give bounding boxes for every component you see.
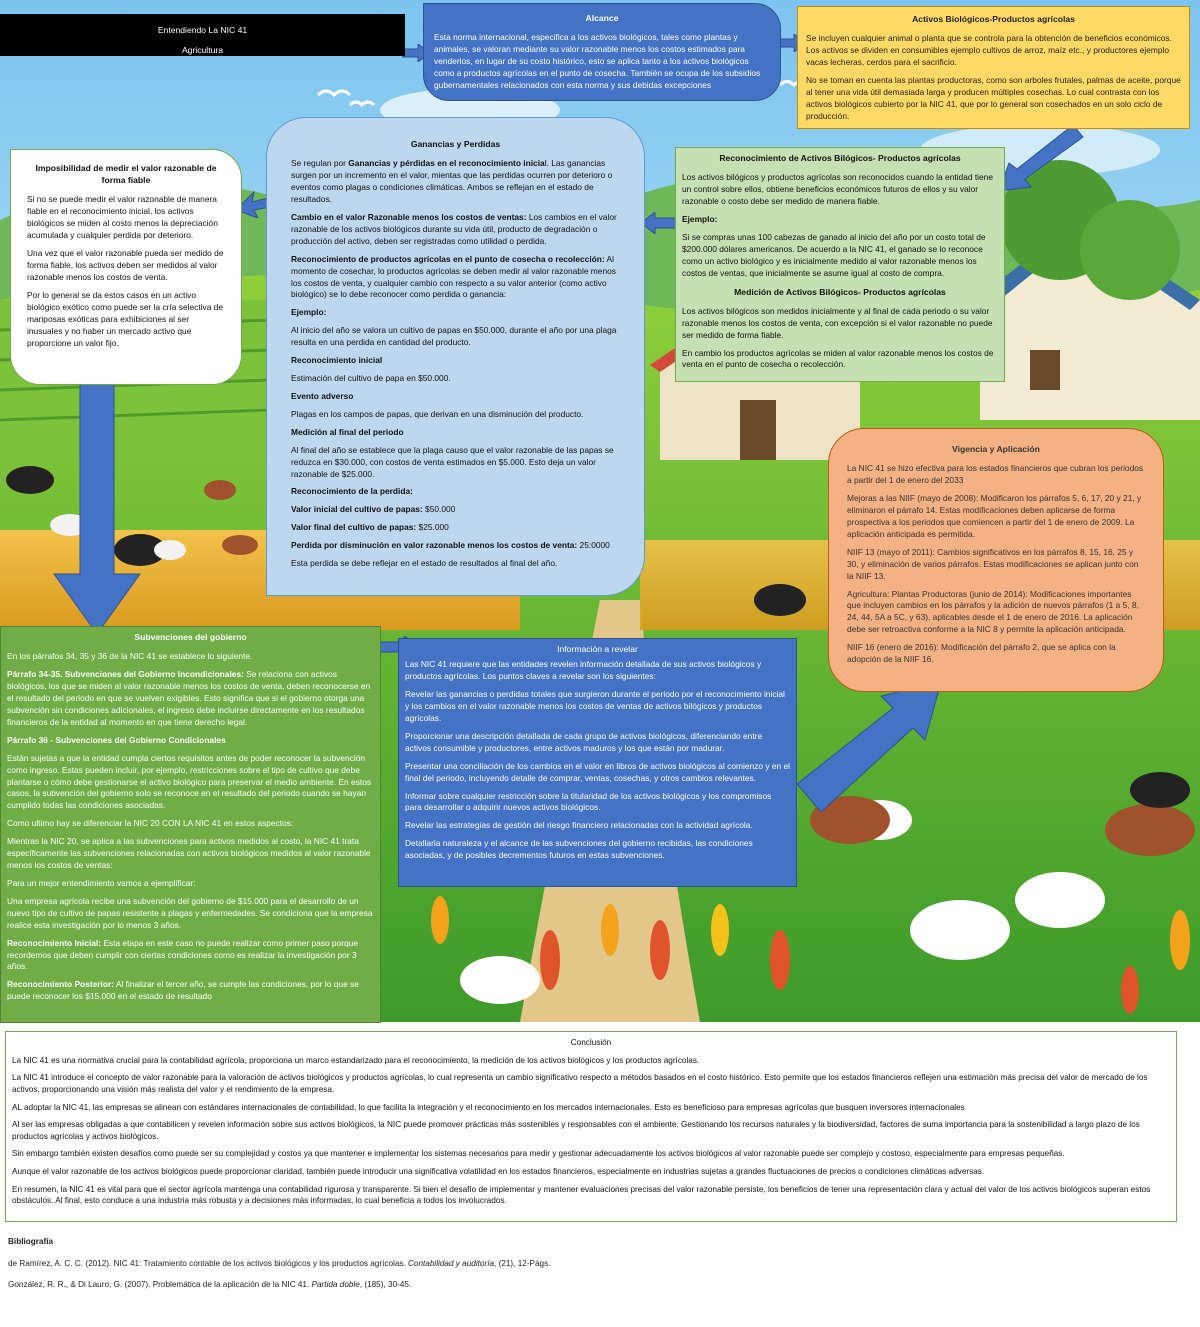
conclusion-p7: En resumen, la NIC 41 es vital para que el sector agrícola mantenga una contabilidad rigurosa y transparente. Si bien el desafío de implementar y mantener evaluaciones precisas del valor razonable persiste, los beneficios de tener una representación clara y actual del valor de los activos biológicos superan estos obstáculos. Al final, esto conduce a una industria más robusta y a decisiones más informadas, lo cual beneficia a todos los involucrados. [12,1184,1151,1206]
informacion-p1: Las NIC 41 requiere que las entidades revelen información detallada de sus activos biológicos y productos agrícolas. Los puntos claves a revelar son los siguientes: [405,659,762,682]
imposibilidad-title: Imposibilidad de medir el valor razonable de forma fiable [35,163,217,186]
vigencia-title: Vigencia y Aplicación [952,444,1040,454]
informacion-p2: Revelar las ganancias o perdidas totales que surgieron durante el periodo por el reconocimiento inicial y los cambios en el valor razonable menos los costos de ventas de activos bilógicos y productos agrícolas. [405,689,785,723]
ganancias-p2: Cambio en el valor Razonable menos los costos de ventas: Los cambios en el valor razonable de los activos biológicos durante su vida útil, producto de degradación o producción del activo, deben ser registradas como utilidad o perdida. [291,211,617,246]
imposibilidad-box [10,149,242,385]
reconocimiento-p3: Los activos bilógicos son medidos inicialmente y al final de cada periodo o su valor razonable menos los costos de venta, con excepción si el valor razonable no puede ser medido de forma fiable. [682,305,993,340]
vigencia-box [828,428,1164,692]
vigencia-p4: Agricultura: Plantas Productoras (junio de 2014): Modificaciones importantes que incluyen cambios en los párrafos y la adición de nuevos párrafos (1 a 5, 8, 24, 44, 5A a 5C, y 63), aplicables desde el 1 de enero de 2016. La aplicación debe ser retroactiva conforme a la NIC 8 y permite la aplicación anticipada. [847,588,1139,635]
informacion-p3: Proporcionar una descripción detallada de cada grupo de activos biológicos, diferenciando entre activos consumible y productores, entre activos maduros y los que están por madurar. [405,730,763,753]
imposibilidad-p3: Por lo general se da estos casos en un activo biológico exótico como puede ser la cría selectiva de mariposas exóticas para exhibiciones al ser inusuales y no haber un mercado activo que proporcione un valor fijo. [27,289,223,348]
activos-p2: No se toman en cuenta las plantas productoras, como son arboles frutales, palmas de aceite, porque al tener una vida útil demasiada larga y producen múltiples cosechas. Lo cual contrasta con los activos biológicos cubierto por la NIC 41, que por lo general son cosechados en un solo ciclo de producción. [806,74,1181,121]
bibliografia-title: Bibliografía [8,1237,54,1246]
ganancias-p8: Esta perdida se debe reflejar en el estado de resultados al final del año. [291,558,558,569]
conclusion-p2: La NIC 41 introduce el concepto de valor razonable para la valoración de activos biológicos y productos agrícolas, lo cual representa un cambio significativo respecto a métodos basados en el costo histórico. Esto permite que los estados financieros reflejen una estimación más precisa del valor de mercado de los activos, proporcionando una visión más realista del valor y el rendimiento de la empresa. [12,1073,1148,1094]
ganancias-ri: Reconocimiento inicial [291,355,383,366]
vigencia-p5: NIIF 16 (enero de 2016): Modificación del párrafo 2, que se aplica con la adopción de la NIIF 16. [847,642,1116,665]
informacion-p6: Revelar las estrategias de gestión del riesgo financiero relacionadas con la actividad agrícola. [405,820,753,831]
subvenciones-p1: En los párrafos 34, 35 y 36 de la NIC 41 se establece lo siguiente. [7,651,253,662]
ganancias-p5: Estimación del cultivo de papa en $50.000. [291,373,451,384]
informacion-title: Información a revelar [557,644,638,654]
ganancias-title: Ganancias y Perdidas [410,139,501,149]
conclusion-title: Conclusión [570,1038,612,1047]
reconocimiento-p2: Si se compras unas 100 cabezas de ganado al inicio del año por un costo total de $200.000 dólares americanos. De acuerdo a la NIC 41, el ganado se lo reconoce como un activo biológico y es inicialmente medido al valor razonable menos los costos de ventas, que inicialmente se asume igual al costo de compra. [682,231,986,278]
ganancias-p1: Se regulan por Ganancias y pérdidas en el reconocimiento inicial. Las ganancias surgen por un incremento en el valor, mientas que las perdidas ocurren por deterioro o eventos como plagas o condiciones climáticas. Ambos se reflejan en el estado de resultados. [291,158,613,204]
title-banner [0,14,405,56]
ganancias-box [266,117,645,596]
ganancias-p7: Al final del año se establece que la plaga causo que el valor razonable de las papas se reduzca en $30.000, con costos de venta estimados en $5.000. Esto deja un valor razonable de $25.000. [291,444,614,479]
imposibilidad-p1: Si no se puede medir el valor razonable de manera fiable en el reconocimiento inicial, los activos biológicos se miden al costo menos la depreciación acumulada y cualquier perdida por deterioro. [27,194,218,241]
arrow-imposibilidad-to-subvenciones-icon [52,384,142,634]
informacion-p5: Informar sobre cualquier restricción sobre la titularidad de los activos biológicos y los compromisos para desarrollar o adquirir nuevos activos biológicos. [405,790,772,813]
bibliografia-ref-2: González, R. R., & Di Lauro, G. (2007). Problemática de la aplicación de la NIC 41. Partida doble, (185), 30-45. [8,1280,412,1290]
reconocimiento-box [675,147,1005,382]
reconocimiento-ejemplo: Ejemplo: [682,213,718,224]
subvenciones-p2: Párrafo 34-35. Subvenciones del Gobierno Incondicionales: Se relaciona con activos biológicos, los que se miden al valor razonable menos los costos de venta, deben reconocerse en el resultado del periodo en que se vuelven exigibles. Esto significa que si el gobierno otorga una subvención sin condiciones adicionales, el ingreso debe incluirse directamente en los resultados financieros de la entidad al momento en que tiene derecho legal. [7,669,371,727]
ganancias-vf: Valor final del cultivo de papas: $25.000 [291,522,449,533]
activos-title: Activos Biológicos-Productos agrícolas [912,14,1075,24]
informacion-p4: Presentar una conciliación de los cambios en el valor en libros de activos biológicos al comienzo y en el final del periodo, incluyendo detalle de comprar, ventas, cosechas, y otros cambios relevantes. [405,760,790,783]
ganancias-p3: Reconocimiento de productos agrícolas en el punto de cosecha o recolección: Al momento de cosechar, lo productos agrícolas se deben medir al valor razonable menos los costos de venta, y cualquier cambio con respecto a su valor anterior (como activo biológico) se lo debe reconocer como perdida o ganancia: [291,253,616,300]
bibliografia-section [8,1236,1108,1301]
ganancias-p4: Al inicio del año se valora un cultivo de papas en $50.000, durante el año por una plaga resulta en una perdida en cantidad del producto. [291,325,617,348]
reconocimiento-p1: Los activos bilógicos y productos agrícolas son reconocidos cuando la entidad tiene un control sobre ellos, obtiene beneficios económicos futuros de ellos y su valor razonable o costo debe ser medido de manera fiable. [682,172,993,207]
reconocimiento-p4: En cambio los productos agrícolas se miden al valor razonable menos los costos de venta en el punto de cosecha o recolección. [682,347,994,370]
informacion-p7: Detallarla naturaleza y el alcance de las subvenciones del gobierno recibidas, las condiciones asociadas, y de posibles decrementos futuros en estas subvenciones. [405,838,753,861]
alcance-body: Esta norma internacional, especifica a los activos biológicos, tales como plantas y animales, se valoran mediante su valor razonable menos los costos estimados para venderlos, en lugar de su costo histórico, esto se aplica tanto a los activos biológicos como a productos agrícolas en el punto de cosecha. También se ocupa de los subsidios gubernamentales relacionados con esta norma y sus debidas excepciones [434,32,761,90]
vigencia-p3: NIIF 13 (mayo of 2011): Cambios significativos en los párrafos 8, 15, 16, 25 y 30, y eliminación de varios párrafos. Estas modificaciones se aplican junto con la NIIF 13. [847,546,1139,581]
imposibilidad-p2: Una vez que el valor razonable pueda ser medido de forma fiable, los activos deben ser medidos al valor razonable menos los costos de venta. [27,248,224,282]
subvenciones-p10: Reconocimiento Posterior: Al finalizar el tercer año, se cumple las condiciones, por lo que se puede reconocer los $15.000 en el estado de resultado [7,979,359,1002]
subvenciones-p9: Reconocimiento Inicial: Esta etapa en este caso no puede realizar como primer paso porque recordemos que deben cumplir con ciertas condiciones como es realizar la investigación por 3 años. [7,937,359,972]
ganancias-rp: Reconocimiento de la perdida: [291,486,413,497]
ganancias-p6: Plagas en los campos de papas, que derivan en una disminución del producto. [291,408,584,419]
page-subtitle: Agricultura [181,44,224,55]
arrow-recon-to-ganancias-icon [641,212,677,234]
subvenciones-p3: Párrafo 36 - Subvenciones del Gobierno Condicionales [7,734,226,745]
conclusion-box [5,1031,1177,1222]
conclusion-p6: Aunque el valor razonable de los activos biológicos puede proporcionar claridad, también puede introducir una significativa volatilidad en los estados financieros, especialmente en industrias sujetas a grandes fluctuaciones de precios o condiciones climáticas adversas. [12,1167,985,1177]
vigencia-p1: La NIC 41 se hizo efectiva para los estados financieros que cubran los periodos a partir del 1 de enero del 2033 [847,463,1144,486]
ganancias-ejemplo: Ejemplo: [291,307,327,318]
bibliografia-ref-1: de Ramírez, A. C. C. (2012). NIC 41: Tratamiento contable de los activos biológicos y los productos agrícolas. Contabilidad y auditoría, (21), 12-Págs. [8,1258,551,1268]
ganancias-ea: Evento adverso [291,390,354,401]
conclusion-p5: Sin embargo también existen desafíos como puede ser su complejidad y costos ya que mantener e implementar los sistemas necesarios para medir y gestionar adecuadamente los activos biológicos al valor razonable puede ser complejo y costoso, especialmente para empresas pequeñas. [12,1149,1065,1159]
subvenciones-p4: Están sujetas a que la entidad cumpla ciertos requisitos antes de poder reconocer la subvención como ingreso. Estas pueden incluir, por ejemplo, restricciones sobre el tipo de cultivo que debe plantarse o cómo debe gestionarse el activo biológico para preservar el medio ambiente. En estos casos, la subvención del gobierno solo se reconoce en el resultado del periodo cuando se hayan cumplido todas las condiciones asociadas. [7,752,372,811]
ganancias-vi: Valor inicial del cultivo de papas: $50.000 [291,504,456,515]
ganancias-pd: Perdida por disminución en valor razonable menos los costos de venta: 25:0000 [291,540,610,551]
subvenciones-p7: Para un mejor entendimiento vamos a ejemplificar: [7,877,196,888]
page-title: Entendiendo La NIC 41 [157,25,248,35]
subvenciones-box [0,626,381,1023]
conclusion-p3: AL adoptar la NIC 41, las empresas se alinean con estándares internacionales de contabilidad, lo que facilita la integración y el reconocimiento en los mercados internacionales. Esto es beneficioso para empresas agrícolas que busquen inversores internacionales [12,1102,965,1112]
subvenciones-p5: Como ultimo hay se diferenciar la NIC 20 CON LA NIC 41 en estos aspectos: [7,818,294,829]
ganancias-mf: Medición al final del periodo [291,426,404,437]
activos-p1: Se incluyen cualquier animal o planta que se controla para la obtención de beneficios económicos. Los activos se dividen en consumibles ejemplo cultivos de arroz, maíz etc., y productores ejemplo vacas lecheras, cerdos para el sacrificio. [806,33,1172,68]
conclusion-p1: La NIC 41 es una normativa crucial para la contabilidad agrícola, proporciona un marco estandarizado para el reconocimiento, la medición de los activos biológicos y los productos agrícolas. [12,1055,700,1065]
subvenciones-p6: Mientras la NIC 20, se aplica a las subvenciones para activos medidos al costo, la NIC 41 trata específicamente las subvenciones relacionadas con activos biológicos medidos al valor razonable menos los costos de ventas: [7,836,371,871]
vigencia-p2: Mejoras a las NIIF (mayo de 2008): Modificaron los párrafos 5, 6, 17, 20 y 21, y eliminaron el párrafo 14. Estas modificaciones deben aplicarse de forma prospectiva a los periodos que comiencen a partir del 1 de enero de 2009. La aplicación anticipada es permitida. [847,493,1142,539]
informacion-box [398,638,797,887]
arrow-activos-to-recon-icon [995,125,1085,195]
activos-box [797,6,1190,129]
arrow-info-to-vigencia-icon [797,680,945,814]
alcance-title: Alcance [585,13,619,23]
reconocimiento-title: Reconocimiento de Activos Bilógicos- Productos agrícolas [719,153,961,163]
subvenciones-p8: Una empresa agrícola recibe una subvención del gobierno de $15.000 para el desarrollo de un nuevo tipo de cultivo de papas resistente a plagas y enfermedades. Se condiciona que la empresa realice esta investigación por lo menos 3 años. [7,895,373,930]
alcance-box [423,3,781,101]
conclusion-p4: Al ser las empresas obligadas a que contabilicen y revelen información sobre sus activos biológicos, la NIC puede promover prácticas más sostenibles y responsables con el ambiente. Gestionando los recursos naturales y la biodiversidad, factores de suma importancia para la sostenibilidad a largo plazo de los productos agrícolas y activos biológicos. [12,1120,1140,1141]
subvenciones-title: Subvenciones del gobierno [134,632,247,642]
medicion-title: Medición de Activos Bilógicos- Productos agrícolas [734,286,946,297]
